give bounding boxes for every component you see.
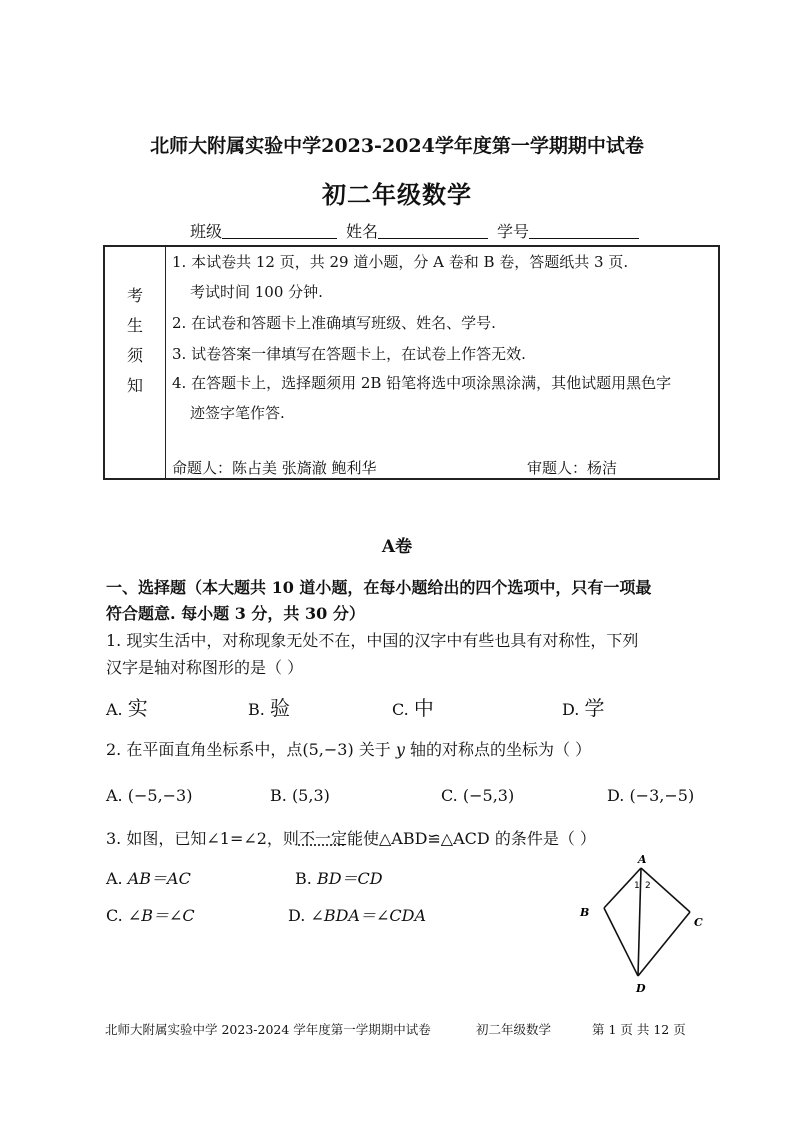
q1-stem: 汉字是轴对称图形的是（ ） [106,658,304,677]
footer-middle: 初二年级数学 [476,1022,552,1037]
q1-option-b [248,692,290,721]
q3-option-a [106,866,191,889]
option-text: 验 [269,696,290,720]
option-letter: A. [106,869,123,888]
notice-item: 2. 在试卷和答题卡上准确填写班级、姓名、学号. [172,314,496,332]
option-text: BD＝CD [316,869,383,888]
notice-item: 1. 本试卷共 12 页，共 29 道小题，分 A 卷和 B 卷，答题纸共 3 页. [172,253,629,271]
vertex-label-c: C [694,916,703,929]
exam-subject: 初二年级数学 [322,180,472,209]
class-field [190,219,337,242]
notice-label-char: 生 [126,316,143,335]
q2-option-d [607,786,694,805]
option-letter: C. [392,700,409,719]
option-text: (−3,−5) [629,786,695,805]
q1-option-d [562,692,604,721]
q2-option-c [441,786,514,805]
notice-label-char: 须 [126,346,143,365]
option-letter: D. [607,786,625,805]
notice-reviewer: 审题人：杨洁 [527,459,618,477]
notice-divider [165,247,166,478]
option-letter: A. [106,786,123,805]
q2-stem [106,737,591,760]
q3-option-b [295,866,383,889]
q1-stem: 1. 现实生活中，对称现象无处不在，中国的汉字中有些也具有对称性，下列 [106,631,639,650]
option-letter: D. [288,906,306,925]
part-heading: 一、选择题（本大题共 10 道小题，在每小题给出的四个选项中，只有一项最 [106,578,652,597]
segment-cd [638,912,690,976]
option-text: AB＝AC [127,869,191,888]
q3-option-c [106,903,195,926]
q1-option-c [392,692,434,721]
option-letter: D. [562,700,580,719]
option-text: (5,3) [291,786,330,805]
section-title: A卷 [381,537,413,557]
exam-title: 北师大附属实验中学2023-2024学年度第一学期期中试卷 [150,135,644,157]
q3-figure [570,846,710,996]
option-letter: B. [270,786,287,805]
option-text: 实 [127,696,148,720]
segment-bd [604,908,638,976]
q1-option-a [106,692,148,721]
option-letter: C. [441,786,458,805]
option-text: (−5,−3) [127,786,193,805]
name-field [346,219,488,242]
q2-stem-before: 2. 在平面直角坐标系中，点(5,−3) 关于 [106,740,396,759]
class-blank[interactable] [222,222,337,239]
q2-stem-after: 轴的对称点的坐标为（ ） [404,740,592,759]
option-text: ∠BDA＝∠CDA [310,906,427,925]
option-text: 中 [413,696,434,720]
q2-option-b [270,786,330,805]
option-letter: A. [106,700,123,719]
class-label: 班级 [190,222,223,241]
vertex-label-d: D [636,982,646,995]
q3-stem [106,826,596,849]
vertex-label-a: A [638,853,647,866]
notice-authors: 命题人：陈占美 张旖澈 鲍利华 [172,459,377,477]
id-label: 学号 [497,222,530,241]
notice-item: 考试时间 100 分钟. [190,283,323,301]
option-text: (−5,3) [462,786,515,805]
footer-left: 北师大附属实验中学 2023-2024 学年度第一学期期中试卷 [105,1022,431,1037]
q3-emphasis: 不一定 [298,829,347,848]
q2-option-a [106,786,192,805]
option-text: ∠B＝∠C [127,906,195,925]
option-letter: C. [106,906,123,925]
notice-label-char: 考 [126,286,143,305]
footer-page-number: 第 1 页 共 12 页 [592,1022,686,1037]
option-text: 学 [584,696,605,720]
option-letter: B. [295,869,312,888]
q3-stem-post: 能使△ABD≌△ACD 的条件是（ ） [346,829,596,848]
id-field [497,219,639,242]
name-label: 姓名 [346,222,379,241]
vertex-label-b: B [580,906,590,919]
q3-stem-pre: 3. 如图，已知∠1=∠2，则 [106,829,299,848]
notice-item: 4. 在答题卡上，选择题须用 2B 铅笔将选中项涂黑涂满，其他试题用黑色字 [172,374,672,392]
q3-option-d [288,903,426,926]
option-letter: B. [248,700,265,719]
notice-item: 迹签字笔作答. [190,404,285,422]
part-heading: 符合题意. 每小题 3 分，共 30 分） [106,604,365,623]
id-blank[interactable] [529,222,639,239]
notice-item: 3. 试卷答案一律填写在答题卡上，在试卷上作答无效. [172,345,526,363]
notice-label-char: 知 [126,376,143,395]
q2-variable: y [395,740,405,759]
angle-label-1: 1 [634,881,640,891]
angle-label-2: 2 [645,881,651,891]
name-blank[interactable] [378,222,488,239]
